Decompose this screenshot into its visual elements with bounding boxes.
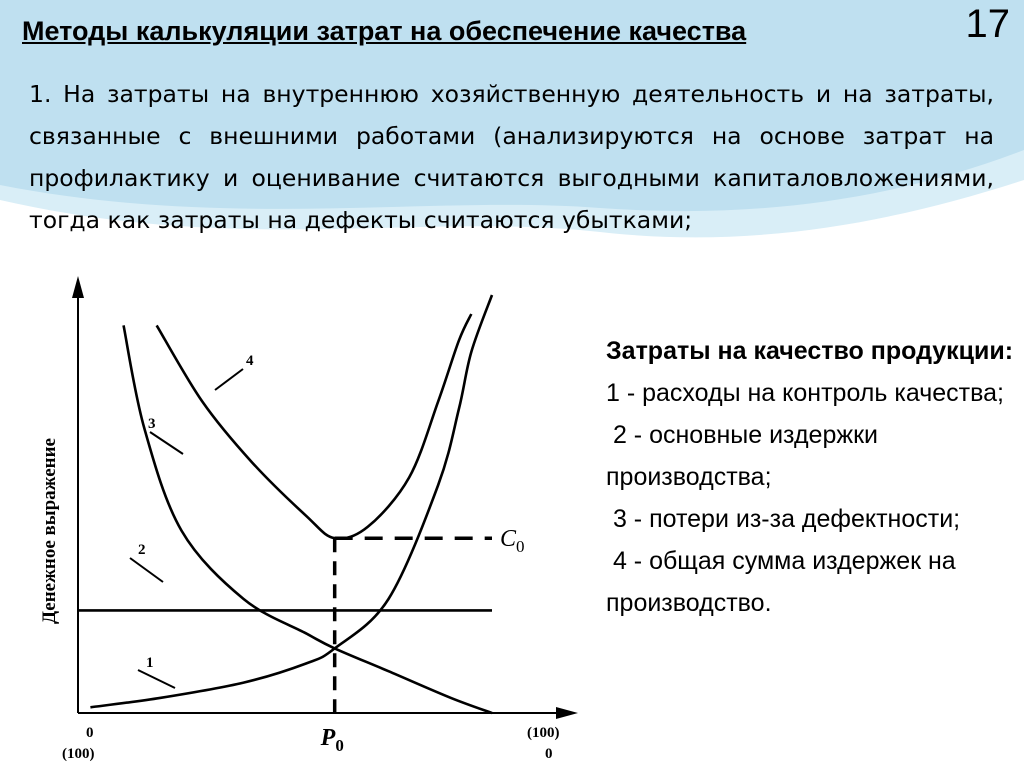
series-label-2: 2 <box>138 542 146 558</box>
legend <box>606 330 1016 624</box>
series-leader-3 <box>150 432 183 454</box>
x-axis-arrow <box>556 707 578 719</box>
y-axis-arrow <box>72 276 84 298</box>
cost-label: $C_0$ <box>500 526 525 557</box>
cost-label-subscript: 0 <box>516 537 525 557</box>
chart-series <box>78 295 492 713</box>
legend-items <box>606 372 1016 624</box>
optimum-label: $P_0$ <box>320 725 344 755</box>
legend-item: 2 - основные издержки производства; <box>606 421 885 491</box>
series-label-4: 4 <box>246 353 254 369</box>
series-leader-4 <box>215 369 243 390</box>
optimum-label-subscript: 0 <box>335 736 344 755</box>
quality-cost-chart <box>0 262 600 767</box>
x-left-sublabel: (100) <box>62 746 95 762</box>
slide-title: Методы калькуляции затрат на обеспечение качества <box>22 16 747 46</box>
x-right-label: (100) <box>527 725 560 741</box>
page-number: 17 <box>965 2 1010 46</box>
intro-paragraph: 1. На затраты на внутреннюю хозяйственную деятельность и на затраты, связанные с внешними работами (анализируются на основе затрат на профилактику и оценивание считаются выгодными капиталовложениями, тогда как затраты на дефекты считаются убытками; <box>29 80 994 234</box>
legend-item: 1 - расходы на контроль качества; <box>606 379 1004 407</box>
legend-heading: Затраты на качество продукции: <box>606 337 1014 365</box>
legend-item: 3 - потери из-за дефектности; <box>606 505 961 533</box>
series-label-3: 3 <box>148 416 156 432</box>
y-axis-label: Денежное выражение <box>39 438 60 624</box>
series-curve-3 <box>124 325 492 713</box>
chart-labels <box>39 353 560 762</box>
x-right-sublabel: 0 <box>545 746 553 762</box>
legend-item: 4 - общая сумма издержек на производство. <box>606 547 963 617</box>
series-label-1: 1 <box>146 655 154 671</box>
chart-axes <box>72 276 578 719</box>
x-left-label: 0 <box>86 725 94 741</box>
series-curve-4 <box>157 314 472 539</box>
series-leader-1 <box>138 670 175 688</box>
series-leader-2 <box>130 558 163 582</box>
